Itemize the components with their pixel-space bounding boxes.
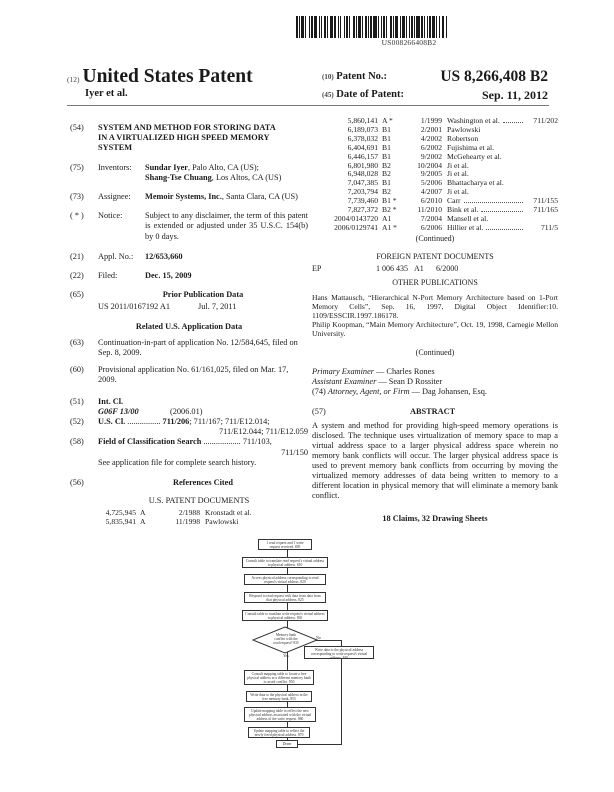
date-of-patent: Sep. 11, 2012 bbox=[481, 88, 548, 102]
flow-end: Done bbox=[276, 740, 298, 748]
abstract-text: A system and method for providing high-speed memory operations is disclosed. The technique uses virtualization of memory space to map a virtual address space to a larger physical address space wherein no memory bank conflicts will occur. The larger physical address space is used to prevent memory bank conflicts from occurring by moving the virtualized memory addresses of data being written to memory to a different location in physical memory that will eliminate a memory bank conflict. bbox=[312, 420, 558, 500]
yes-label: Yes bbox=[283, 653, 289, 658]
us-patent-documents-right bbox=[312, 117, 558, 233]
reference-row: 6,446,157 B1 9/2002 McGehearty et al. bbox=[347, 151, 502, 161]
patent-number: US 8,266,408 B2 bbox=[440, 68, 548, 85]
assignee-name: Memoir Systems, Inc. bbox=[145, 192, 222, 202]
other-publications-heading: OTHER PUBLICATIONS bbox=[392, 278, 478, 288]
reference-row: 6,801,980 B2 10/2004 Ji et al. bbox=[347, 160, 469, 170]
continued-label: (Continued) bbox=[415, 233, 455, 243]
reference-row: 6,948,028 B2 9/2005 Ji et al. bbox=[347, 169, 469, 179]
reference-row: 7,203,794 B2 4/2007 Ji et al. bbox=[347, 187, 469, 197]
claims-summary: 18 Claims, 32 Drawing Sheets bbox=[382, 513, 488, 523]
flow-step: Write data to the physical address in the free memory bank. 855 bbox=[246, 691, 312, 702]
flow-step: 1 read request and 1 write request received. 805 bbox=[258, 539, 312, 550]
right-column bbox=[312, 117, 558, 523]
reference-row: 5,835,941 A 11/1998 Pawlowski bbox=[105, 517, 239, 527]
reference-row: 6,378,032 B1 4/2002 Robertson bbox=[347, 133, 479, 143]
reference-row: 7,739,460 B1 * 6/2010 Carr 711/155 bbox=[347, 196, 558, 206]
abstract-heading-row: (57) ABSTRACT bbox=[312, 407, 456, 417]
abstract-heading: ABSTRACT bbox=[410, 407, 456, 417]
flow-step: Respond to read request with data from data from that physical address. 825 bbox=[244, 592, 326, 603]
notice-section: ( * ) Notice: Subject to any disclaimer, the term of this patent is extended or adjusted under 35 U.S.C. 154(b) by 0 days. bbox=[70, 211, 308, 241]
flow-step: Update mapping table to reflect the newly freed physical address. 870 bbox=[248, 727, 310, 738]
inventors-section: (75) Inventors: Sundar Iyer, Palo Alto, CA (US); Shang-Tse Chuang, Los Altos, CA (US) bbox=[70, 162, 282, 182]
invention-title: SYSTEM AND METHOD FOR STORING DATA IN A VIRTUALIZED HIGH SPEED MEMORY SYSTEM bbox=[98, 123, 276, 153]
inventor-short: Iyer et al. bbox=[85, 88, 128, 99]
us-cl-section: (52) U.S. Cl. ................ 711/206; 711/167; 711/E12.014; 711/E12.044; 711/E12.059 bbox=[70, 417, 308, 437]
title-text: United States Patent bbox=[82, 66, 253, 87]
related-application-heading: Related U.S. Application Data bbox=[135, 321, 243, 331]
reference-row: 4,725,945 A 2/1988 Kronstadt et al. bbox=[105, 508, 252, 518]
title-code: (12) bbox=[67, 75, 80, 84]
flow-step: Update mapping table to reflect the new physical address associated with the virtual address of the write request. 860 bbox=[244, 707, 316, 722]
flowchart-diagram bbox=[228, 537, 428, 767]
int-cl-section: (51) Int. Cl. G06F 13/00 (2006.01) bbox=[70, 396, 203, 416]
foreign-patent-heading: FOREIGN PATENT DOCUMENTS bbox=[376, 251, 494, 261]
connector-line bbox=[316, 640, 342, 641]
inventor-name: Shang-Tse Chuang bbox=[145, 172, 212, 182]
left-column bbox=[70, 123, 308, 527]
us-patent-documents-heading: U.S. PATENT DOCUMENTS bbox=[148, 496, 250, 506]
connector-line bbox=[293, 744, 342, 745]
patent-number-label: (10) Patent No.: bbox=[322, 71, 388, 82]
application-number: (21) Appl. No.: 12/653,660 bbox=[70, 251, 183, 261]
date-of-patent-label: (45) Date of Patent: bbox=[322, 89, 404, 100]
reference-row: 6,404,691 B1 6/2002 Fujishima et al. bbox=[347, 142, 495, 152]
prior-publication: US 2011/0167192 A1 Jul. 7, 2011 bbox=[98, 302, 237, 312]
reference-row: 6,189,073 B1 2/2001 Pawlowski bbox=[347, 124, 481, 134]
prior-publication-heading: (65) Prior Publication Data bbox=[70, 290, 244, 300]
continued-label: (Continued) bbox=[415, 347, 455, 357]
title-section: (54) SYSTEM AND METHOD FOR STORING DATA IN A VIRTUALIZED HIGH SPEED MEMORY SYSTEM bbox=[70, 123, 308, 154]
flow-step-no-branch: Write data to the physical address corresponding to write request's virtual address. 840 bbox=[304, 646, 374, 659]
provisional-section: (60) Provisional application No. 61/161,025, filed on Mar. 17, 2009. bbox=[70, 365, 289, 385]
references-heading: (56) References Cited bbox=[70, 478, 233, 488]
reference-row: 7,827,372 B2 * 11/2010 Bink et al. 711/165 bbox=[347, 205, 558, 215]
reference-row: 2006/0129741 A1 * 6/2006 Hillier et al. 711/5 bbox=[334, 222, 558, 232]
document-title bbox=[67, 66, 253, 88]
examiners: Primary Examiner — Charles Rones Assistant Examiner — Sean D Rossiter (74) Attorney, Agent, or Firm — Dag Johansen, Esq. bbox=[312, 366, 487, 397]
flow-step: Consult table to translate read request's virtual address to physical address. 810 bbox=[242, 557, 328, 568]
header-divider bbox=[67, 105, 549, 106]
flow-step: Consult table to translate write request's virtual address to physical address. 830 bbox=[242, 610, 328, 621]
filed-date: (22) Filed: Dec. 15, 2009 bbox=[70, 271, 192, 281]
assignee-section: (73) Assignee: Memoir Systems, Inc., Santa Clara, CA (US) bbox=[70, 192, 298, 202]
flow-step: Access physical address corresponding to read request's virtual address. 820 bbox=[244, 574, 326, 585]
barcode-number: US008266408B2 bbox=[381, 38, 437, 47]
barcode bbox=[296, 16, 522, 38]
foreign-patent-row: EP 1 006 435 A1 6/2000 bbox=[312, 264, 459, 274]
no-label: No bbox=[316, 635, 321, 640]
flow-step: Consult mapping table to locate a free physical address in a different memory bank to avoid conflict. 850 bbox=[244, 670, 314, 685]
reference-row: 7,047,385 B1 5/2006 Bhattacharya et al. bbox=[347, 178, 504, 188]
inventor-name: Sundar Iyer bbox=[145, 162, 188, 172]
other-publication: Hans Mattausch, “Hierarchical N-Port Memory Architecture based on 1-Port Memory Cells”, Sep. 16, 1997, Digital Object Identifier:10. 1109/ESSCIR.1997.186178. bbox=[312, 292, 558, 320]
us-patent-documents-left bbox=[70, 509, 308, 527]
reference-row: 5,860,141 A * 1/1999 Washington et al. 711/202 bbox=[347, 116, 558, 125]
field-of-search-section: (58) Field of Classification Search .................. 711/103, 711/150 See application file for complete search history. bbox=[70, 437, 308, 467]
decision-text: Memory bank conflict with the read request? 835 bbox=[273, 633, 299, 646]
continuation-section: (63) Continuation-in-part of application No. 12/584,645, filed on Sep. 8, 2009. bbox=[70, 337, 298, 358]
other-publication: Philip Koopman, “Main Memory Architecture”, Oct. 19, 1998, Carnegie Mellon University. bbox=[312, 320, 558, 339]
reference-row: 2004/0143720 A1 7/2004 Mansell et al. bbox=[334, 213, 489, 223]
